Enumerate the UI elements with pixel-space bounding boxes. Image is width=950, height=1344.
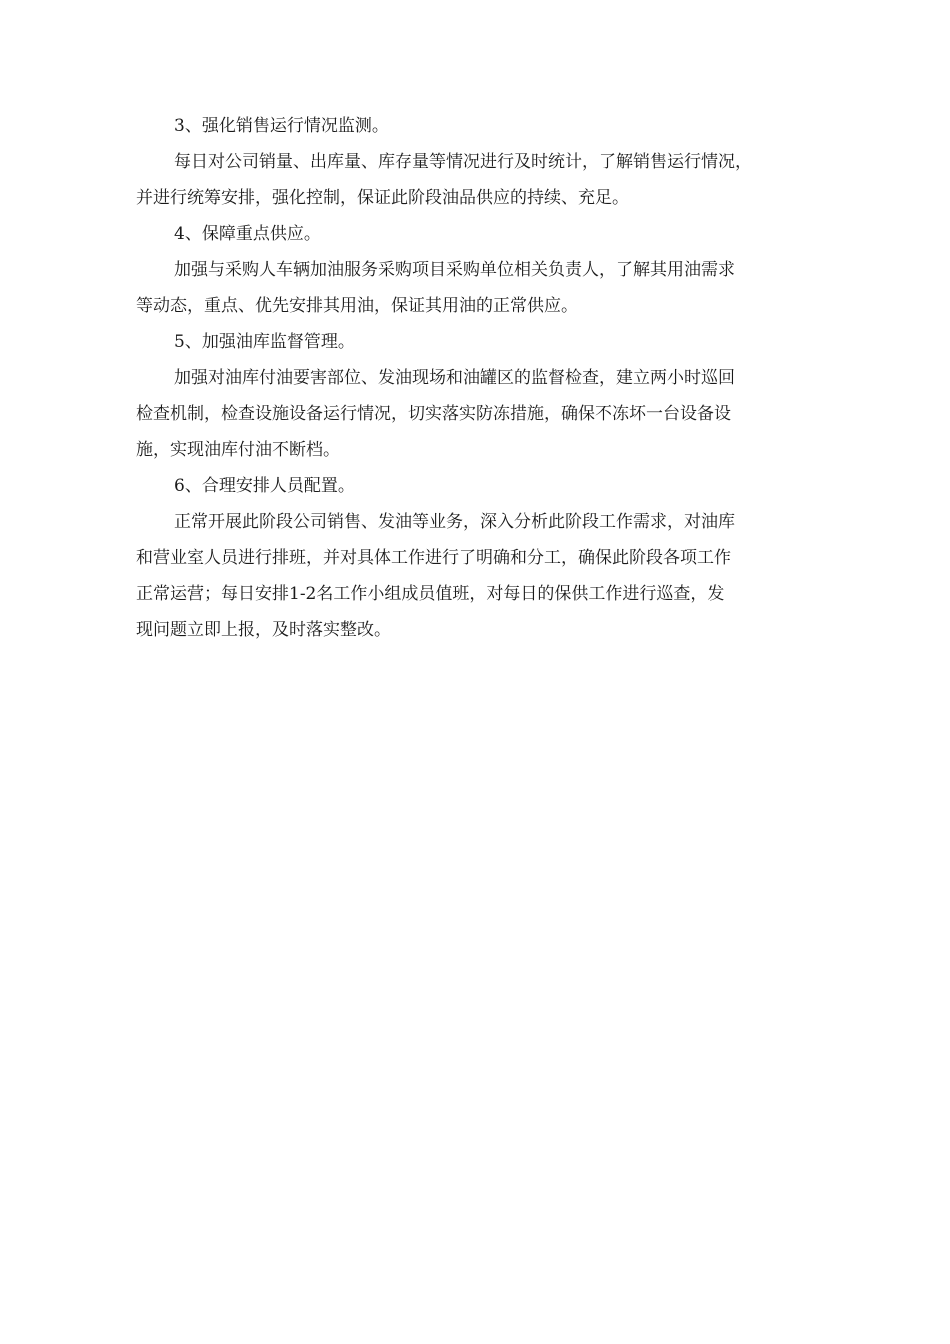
paragraph-line: 施，实现油库付油不断档。 — [136, 440, 340, 460]
paragraph-line: 正常开展此阶段公司销售、发油等业务，深入分析此阶段工作需求，对油库 — [174, 512, 735, 532]
paragraph-line: 等动态，重点、优先安排其用油，保证其用油的正常供应。 — [136, 296, 578, 316]
section-paragraph-6 — [136, 504, 820, 648]
paragraph-line: 加强与采购人车辆加油服务采购项目采购单位相关负责人，了解其用油需求 — [174, 260, 735, 280]
section-heading-4: 4、保障重点供应。 — [174, 224, 321, 244]
paragraph-line: 每日对公司销量、出库量、库存量等情况进行及时统计，了解销售运行情况， — [174, 152, 752, 172]
section-heading-6: 6、合理安排人员配置。 — [174, 476, 355, 496]
paragraph-line: 加强对油库付油要害部位、发油现场和油罐区的监督检查，建立两小时巡回 — [174, 368, 735, 388]
paragraph-line: 和营业室人员进行排班，并对具体工作进行了明确和分工，确保此阶段各项工作 — [136, 548, 731, 568]
section-paragraph-4 — [136, 252, 820, 324]
section-heading-3: 3、强化销售运行情况监测。 — [174, 116, 389, 136]
paragraph-line: 现问题立即上报，及时落实整改。 — [136, 620, 391, 640]
paragraph-line: 正常运营；每日安排1-2名工作小组成员值班，对每日的保供工作进行巡查，发 — [136, 584, 725, 604]
document-body — [136, 108, 820, 648]
section-heading-5: 5、加强油库监督管理。 — [174, 332, 355, 352]
paragraph-line: 检查机制，检查设施设备运行情况，切实落实防冻措施，确保不冻坏一台设备设 — [136, 404, 731, 424]
section-paragraph-3 — [136, 144, 820, 216]
paragraph-line: 并进行统筹安排，强化控制，保证此阶段油品供应的持续、充足。 — [136, 188, 629, 208]
section-paragraph-5 — [136, 360, 820, 468]
